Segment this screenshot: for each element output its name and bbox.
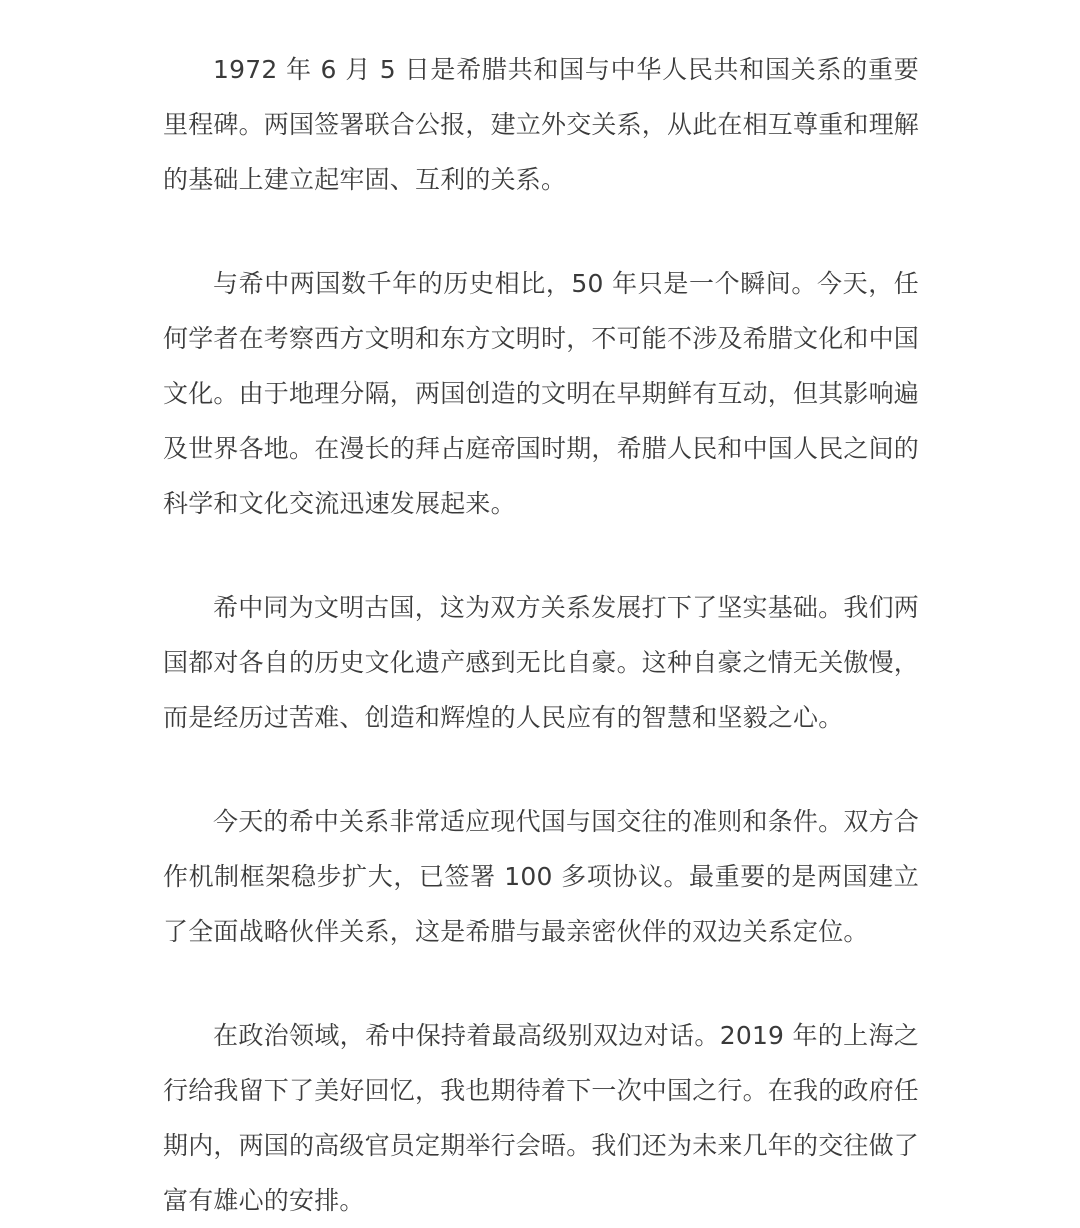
article-body: [163, 42, 919, 1228]
paragraph-3: 希中同为文明古国，这为双方关系发展打下了坚实基础。我们两国都对各自的历史文化遗产感到无比自豪。这种自豪之情无关傲慢，而是经历过苦难、创造和辉煌的人民应有的智慧和坚毅之心。: [163, 593, 920, 732]
paragraph-1: 1972 年 6 月 5 日是希腊共和国与中华人民共和国关系的重要里程碑。两国签署联合公报，建立外交关系，从此在相互尊重和理解的基础上建立起牢固、互利的关系。: [163, 55, 920, 194]
paragraph-5: 在政治领域，希中保持着最高级别双边对话。2019 年的上海之行给我留下了美好回忆，我也期待着下一次中国之行。在我的政府任期内，两国的高级官员定期举行会晤。我们还为未来几年的交往做了富有雄心的安排。: [163, 1021, 920, 1215]
paragraph-4: 今天的希中关系非常适应现代国与国交往的准则和条件。双方合作机制框架稳步扩大，已签署 100 多项协议。最重要的是两国建立了全面战略伙伴关系，这是希腊与最亲密伙伴的双边关系定位。: [163, 807, 919, 946]
paragraph-2: 与希中两国数千年的历史相比，50 年只是一个瞬间。今天，任何学者在考察西方文明和东方文明时，不可能不涉及希腊文化和中国文化。由于地理分隔，两国创造的文明在早期鲜有互动，但其影响遍及世界各地。在漫长的拜占庭帝国时期，希腊人民和中国人民之间的科学和文化交流迅速发展起来。: [163, 269, 920, 518]
